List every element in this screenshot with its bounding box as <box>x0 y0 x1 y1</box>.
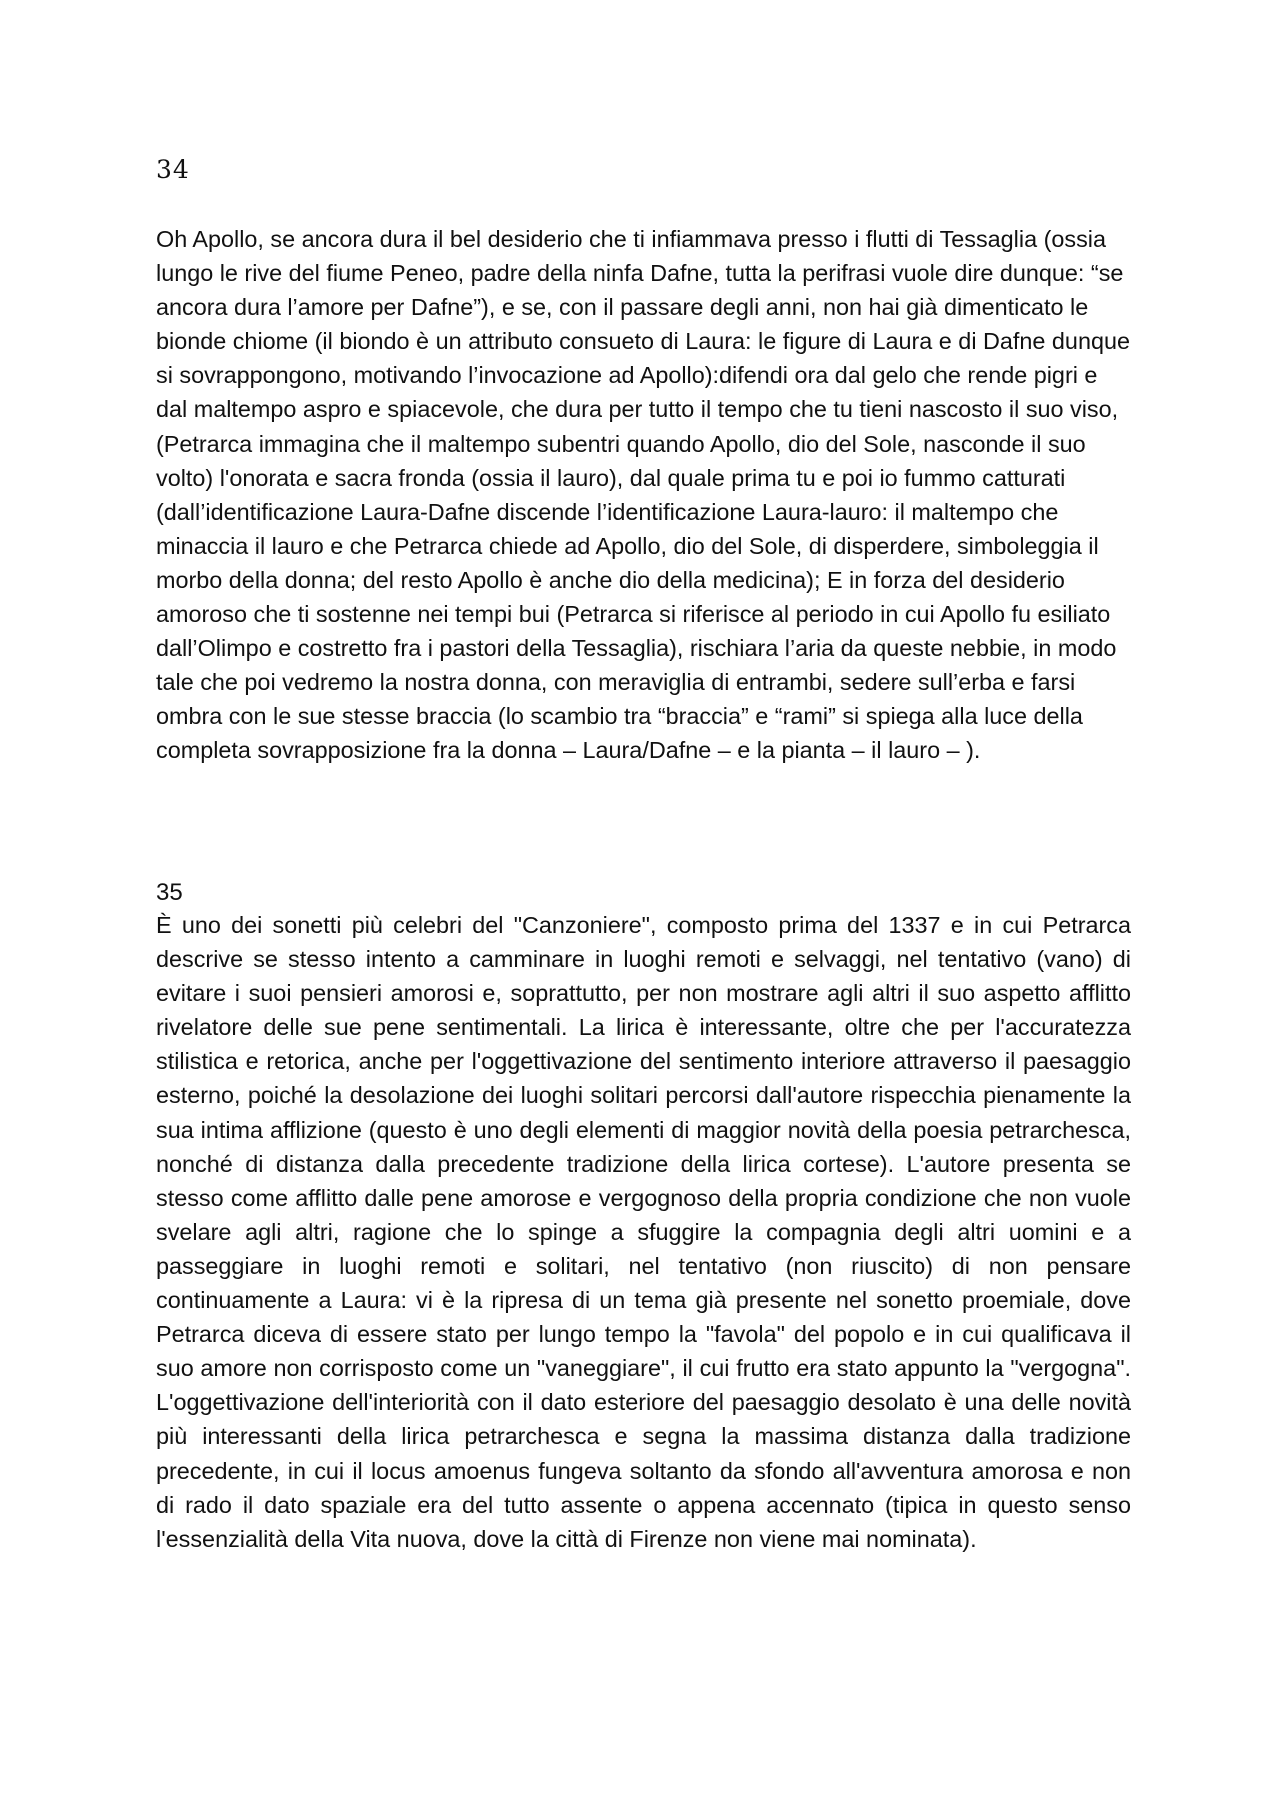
commentary-paragraph-34: Oh Apollo, se ancora dura il bel desiderio che ti infiammava presso i flutti di Tessaglia (ossia lungo le rive del fiume Peneo, padre della ninfa Dafne, tutta la perifrasi vuole dire dunque: “se ancora dura l’amore per Dafne”), e se, con il passare degli anni, non hai già dimenticato le bionde chiome (il biondo è un attributo consueto di Laura: le figure di Laura e di Dafne dunque si sovrappongono, motivando l’invocazione ad Apollo):difendi ora dal gelo che rende pigri e dal maltempo aspro e spiacevole, che dura per tutto il tempo che tu tieni nascosto il suo viso, (Petrarca immagina che il maltempo subentri quando Apollo, dio del Sole, nasconde il suo volto) l'onorata e sacra fronda (ossia il lauro), dal quale prima tu e poi io fummo catturati (dall’identificazione Laura-Dafne discende l’identificazione Laura-lauro: il maltempo che minaccia il lauro e che Petrarca chiede ad Apollo, dio del Sole, di disperdere, simboleggia il morbo della donna; del resto Apollo è anche dio della medicina); E in forza del desiderio amoroso che ti sostenne nei tempi bui (Petrarca si riferisce al periodo in cui Apollo fu esiliato dall’Olimpo e costretto fra i pastori della Tessaglia), rischiara l’aria da queste nebbie, in modo tale che poi vedremo la nostra donna, con meraviglia di entrambi, sedere sull’erba e farsi ombra con le sue stesse braccia (lo scambio tra “braccia” e “rami” si spiega alla luce della completa sovrapposizione fra la donna – Laura/Dafne – e la pianta – il lauro – ). <box>156 226 1130 764</box>
commentary-paragraph-35: È uno dei sonetti più celebri del "Canzoniere", composto prima del 1337 e in cui Petrarca descrive se stesso intento a camminare in luoghi remoti e selvaggi, nel tentativo (vano) di evitare i suoi pensieri amorosi e, soprattutto, per non mostrare agli altri il suo aspetto afflitto rivelatore delle sue pene sentimentali. La lirica è interessante, oltre che per l'accuratezza stilistica e retorica, anche per l'oggettivazione del sentimento interiore attraverso il paesaggio esterno, poiché la desolazione dei luoghi solitari percorsi dall'autore rispecchia pienamente la sua intima afflizione (questo è uno degli elementi di maggior novità della poesia petrarchesca, nonché di distanza dalla precedente tradizione della lirica cortese). L'autore presenta se stesso come afflitto dalle pene amorose e vergognoso della propria condizione che non vuole svelare agli altri, ragione che lo spinge a sfuggire la compagnia degli altri uomini e a passeggiare in luoghi remoti e solitari, nel tentativo (non riuscito) di non pensare continuamente a Laura: vi è la ripresa di un tema già presente nel sonetto proemiale, dove Petrarca diceva di essere stato per lungo tempo la "favola" del popolo e in cui qualificava il suo amore non corrisposto come un "vaneggiare", il cui frutto era stato appunto la "vergogna". L'oggettivazione dell'interiorità con il dato esteriore del paesaggio desolato è una delle novità più interessanti della lirica petrarchesca e segna la massima distanza dalla tradizione precedente, in cui il locus amoenus fungeva soltanto da sfondo all'avventura amorosa e non di rado il dato spaziale era del tutto assente o appena accennato (tipica in questo senso l'essenzialità della Vita nuova, dove la città di Firenze non viene mai nominata). <box>156 912 1131 1552</box>
section-number-35: 35 <box>156 879 183 906</box>
section-number-34: 34 <box>156 155 190 184</box>
